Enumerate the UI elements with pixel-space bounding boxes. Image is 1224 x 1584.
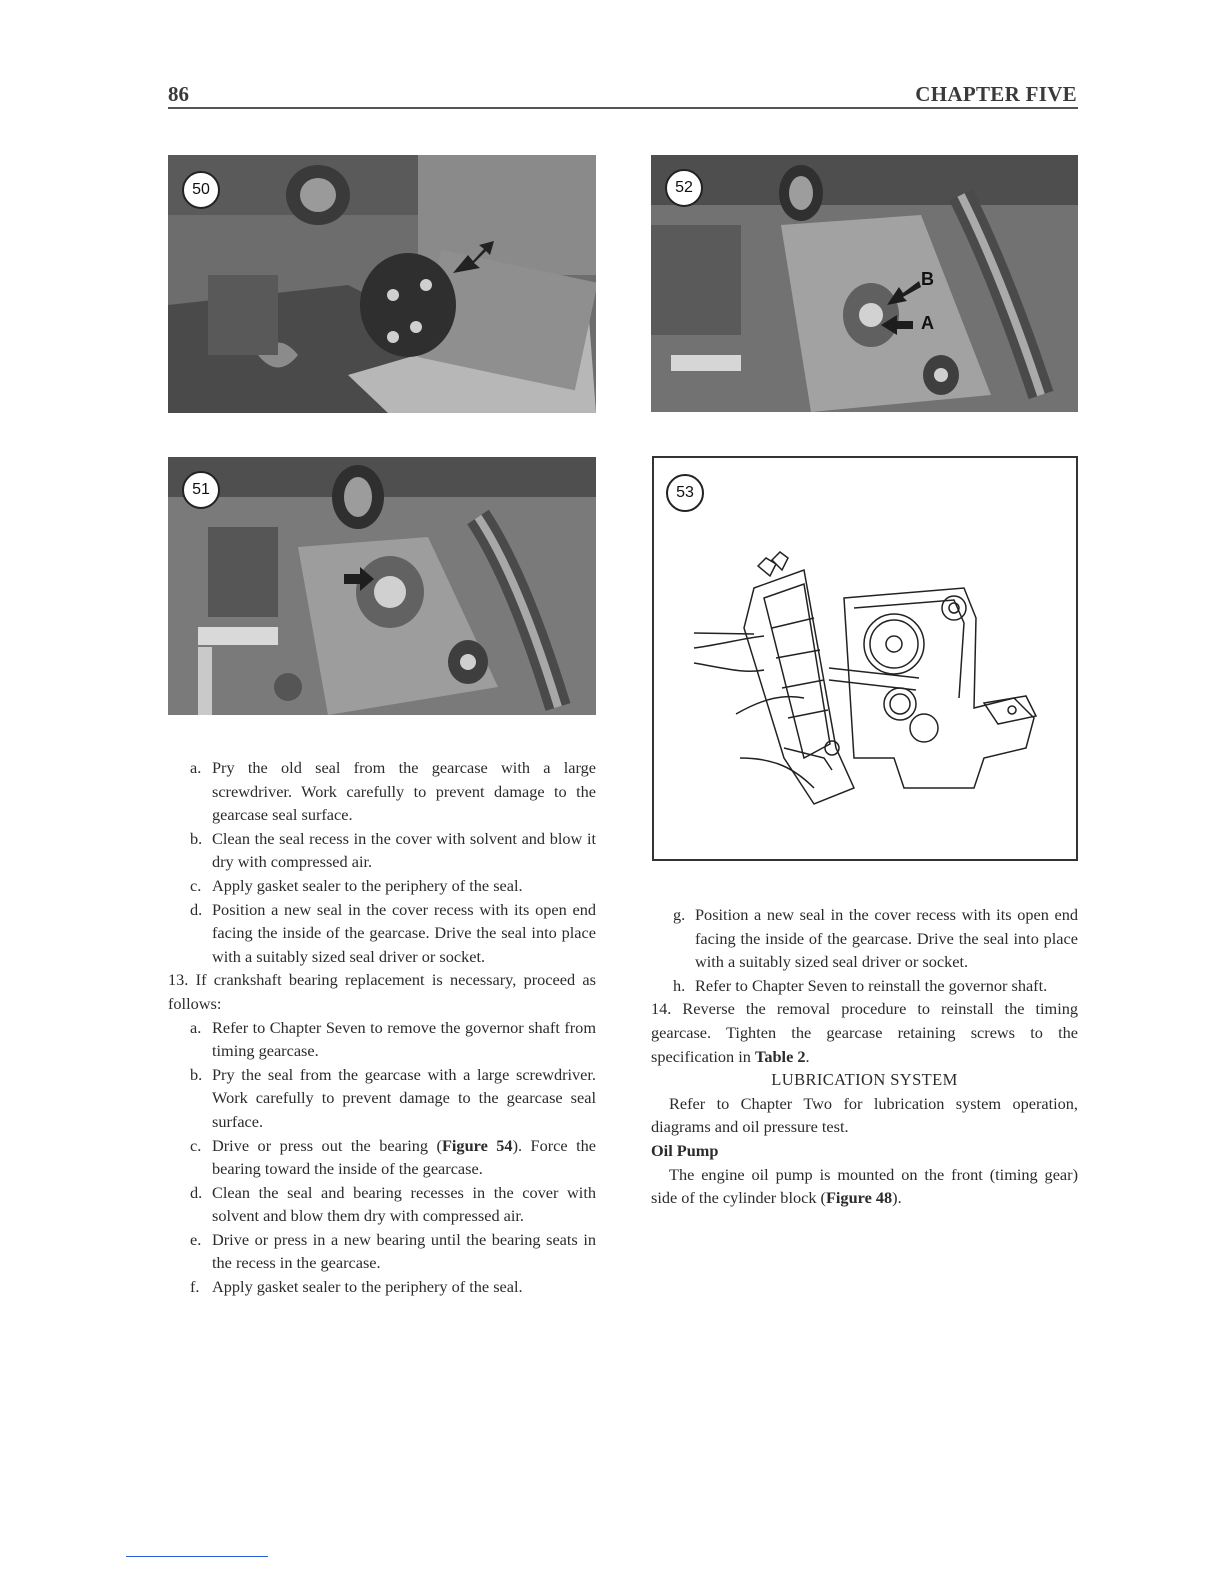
figure-50-photo <box>168 155 596 413</box>
figure-50-badge: 50 <box>182 171 220 209</box>
list-item-e: e. Drive or press in a new bearing until the bearing seats in the recess in the gearcase. <box>190 1229 596 1273</box>
list-item-a: a. Refer to Chapter Seven to remove the governor shaft from timing gearcase. <box>190 1017 596 1061</box>
figure-53-drawing <box>654 458 1076 859</box>
list-item-f: f. Apply gasket sealer to the periphery of the seal. <box>190 1277 523 1297</box>
figure-53-box <box>652 456 1078 861</box>
list-item-b: b. Pry the seal from the gearcase with a large screwdriver. Work carefully to prevent damage to the gearcase seal surface. <box>190 1064 596 1131</box>
oil-pump-paragraph: The engine oil pump is mounted on the front (timing gear) side of the cylinder block (Figure 48). <box>651 1164 1078 1208</box>
figure-reference: Figure 54 <box>441 1135 513 1155</box>
callout-a-label: A <box>921 313 934 333</box>
figure-53-badge: 53 <box>666 474 704 512</box>
section-intro: Refer to Chapter Two for lubrication system operation, diagrams and oil pressure test. <box>651 1093 1078 1137</box>
list-item-h: h. Refer to Chapter Seven to reinstall the governor shaft. <box>673 975 1048 995</box>
figure-51-badge: 51 <box>182 471 220 509</box>
subheading: Oil Pump <box>651 1140 719 1160</box>
chapter-title: CHAPTER FIVE <box>915 82 1077 106</box>
list-item-a: a. Pry the old seal from the gearcase with a large screwdriver. Work carefully to prevent damage to the gearcase seal surface. <box>190 758 596 825</box>
list-item-c: c. Drive or press out the bearing (Figure 54). Force the bearing toward the inside of the gearcase. <box>190 1135 596 1179</box>
header-rule <box>168 107 1078 109</box>
section-heading: LUBRICATION SYSTEM <box>771 1070 958 1090</box>
list-item-d: d. Clean the seal and bearing recesses in the cover with solvent and blow them dry with compressed air. <box>190 1182 596 1226</box>
right-column <box>651 903 1078 1210</box>
figure-52-photo <box>651 155 1078 412</box>
footer-line <box>126 1556 268 1557</box>
left-column <box>168 756 596 1299</box>
list-item-b: b. Clean the seal recess in the cover with solvent and blow it dry with compressed air. <box>190 828 596 872</box>
page-number: 86 <box>168 82 189 106</box>
list-item-c: c. Apply gasket sealer to the periphery of the seal. <box>190 875 523 895</box>
list-item-d: d. Position a new seal in the cover recess with its open end facing the inside of the gearcase. Drive the seal into place with a suitably sized seal driver or socket. <box>190 899 596 966</box>
figure-reference: Figure 48 <box>825 1188 893 1208</box>
figure-51-photo <box>168 457 596 715</box>
callout-b-label: B <box>921 269 934 289</box>
list-item-g: g. Position a new seal in the cover recess with its open end facing the inside of the gearcase. Drive the seal into place with a suitably sized seal driver or socket. <box>673 905 1078 972</box>
figure-52-badge: 52 <box>665 169 703 207</box>
table-reference: Table 2 <box>754 1046 806 1066</box>
step-13: 13. If crankshaft bearing replacement is necessary, proceed as follows: <box>168 970 596 1013</box>
step-14: 14. Reverse the removal procedure to reinstall the timing gearcase. Tighten the gearcase retaining screws to the specification in Table 2. <box>651 999 1078 1066</box>
